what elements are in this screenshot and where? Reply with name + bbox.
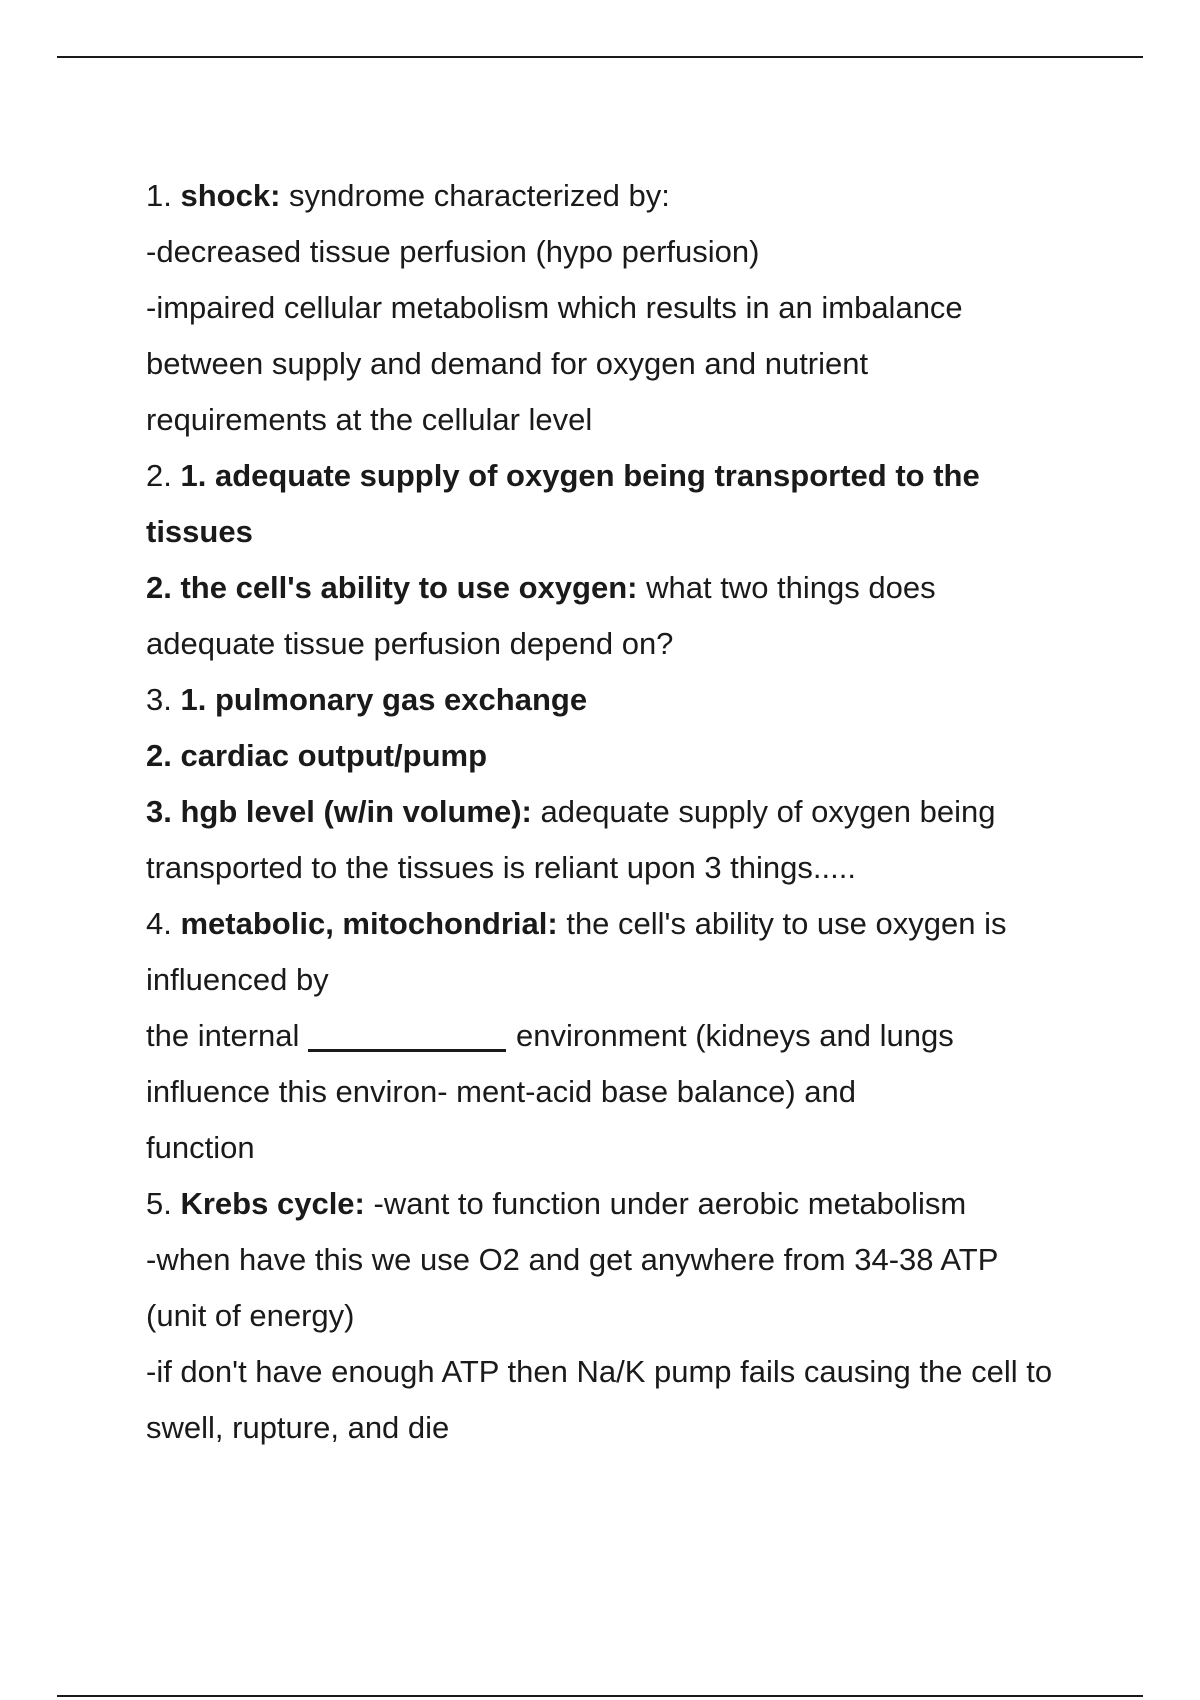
item-3-term-1: 1. pulmonary gas exchange [180, 682, 588, 717]
item-4-text-before-blank: the internal [146, 1018, 300, 1053]
item-5-term: Krebs cycle: [180, 1186, 365, 1221]
item-4-text-after-blank: environment (kidneys and lungs [516, 1018, 954, 1053]
item-5-number: 5. [146, 1186, 172, 1221]
item-5-line-5: swell, rupture, and die [146, 1410, 450, 1445]
item-5-line-4: -if don't have enough ATP then Na/K pump fails causing the cell to [146, 1354, 1053, 1389]
item-1-line-1 [146, 168, 1116, 224]
item-4-term: metabolic, mitochondrial: [180, 906, 558, 941]
item-3-line-2 [146, 728, 1116, 784]
item-2-line-1 [146, 448, 1116, 504]
item-4-number: 4. [146, 906, 172, 941]
item-1-line-3: -impaired cellular metabolism which results in an imbalance [146, 290, 963, 325]
item-3-definition: adequate supply of oxygen being [540, 794, 996, 829]
item-3-line-1 [146, 672, 1116, 728]
item-2-term-2: tissues [146, 514, 253, 549]
item-2-term-1: 1. adequate supply of oxygen being transported to the [180, 458, 980, 493]
item-3-line-4: transported to the tissues is reliant upon 3 things..... [146, 850, 856, 885]
item-4-line-1 [146, 896, 1116, 952]
item-1-term: shock: [180, 178, 281, 213]
item-2-term-3: 2. the cell's ability to use oxygen: [146, 570, 638, 605]
item-4-line-3 [146, 1008, 1116, 1064]
top-rule [57, 56, 1143, 58]
flashcard-list [146, 168, 1116, 1456]
item-4-line-4: influence this environ- ment-acid base balance) and [146, 1074, 856, 1109]
item-2-number: 2. [146, 458, 172, 493]
item-5-line-3: (unit of energy) [146, 1298, 355, 1333]
item-3-term-3: 3. hgb level (w/in volume): [146, 794, 532, 829]
item-2-line-3 [146, 560, 1116, 616]
item-1-line-5: requirements at the cellular level [146, 402, 593, 437]
item-3-term-2: 2. cardiac output/pump [146, 738, 488, 773]
item-1-line-2: -decreased tissue perfusion (hypo perfusion) [146, 234, 760, 269]
item-2-line-4: adequate tissue perfusion depend on? [146, 626, 674, 661]
item-2-line-2 [146, 504, 1116, 560]
item-1-number: 1. [146, 178, 172, 213]
item-3-number: 3. [146, 682, 172, 717]
item-5-line-1 [146, 1176, 1116, 1232]
fill-in-blank [308, 1020, 506, 1052]
bottom-rule [57, 1695, 1143, 1697]
item-4-line-5: function [146, 1130, 255, 1165]
item-2-definition: what two things does [646, 570, 936, 605]
item-4-line-2: influenced by [146, 962, 329, 997]
item-5-definition: -want to function under aerobic metabolism [373, 1186, 967, 1221]
item-3-line-3 [146, 784, 1116, 840]
item-1-line-4: between supply and demand for oxygen and nutrient [146, 346, 869, 381]
item-5-line-2: -when have this we use O2 and get anywhere from 34-38 ATP [146, 1242, 999, 1277]
item-1-definition: syndrome characterized by: [289, 178, 670, 213]
item-4-definition: the cell's ability to use oxygen is [566, 906, 1007, 941]
